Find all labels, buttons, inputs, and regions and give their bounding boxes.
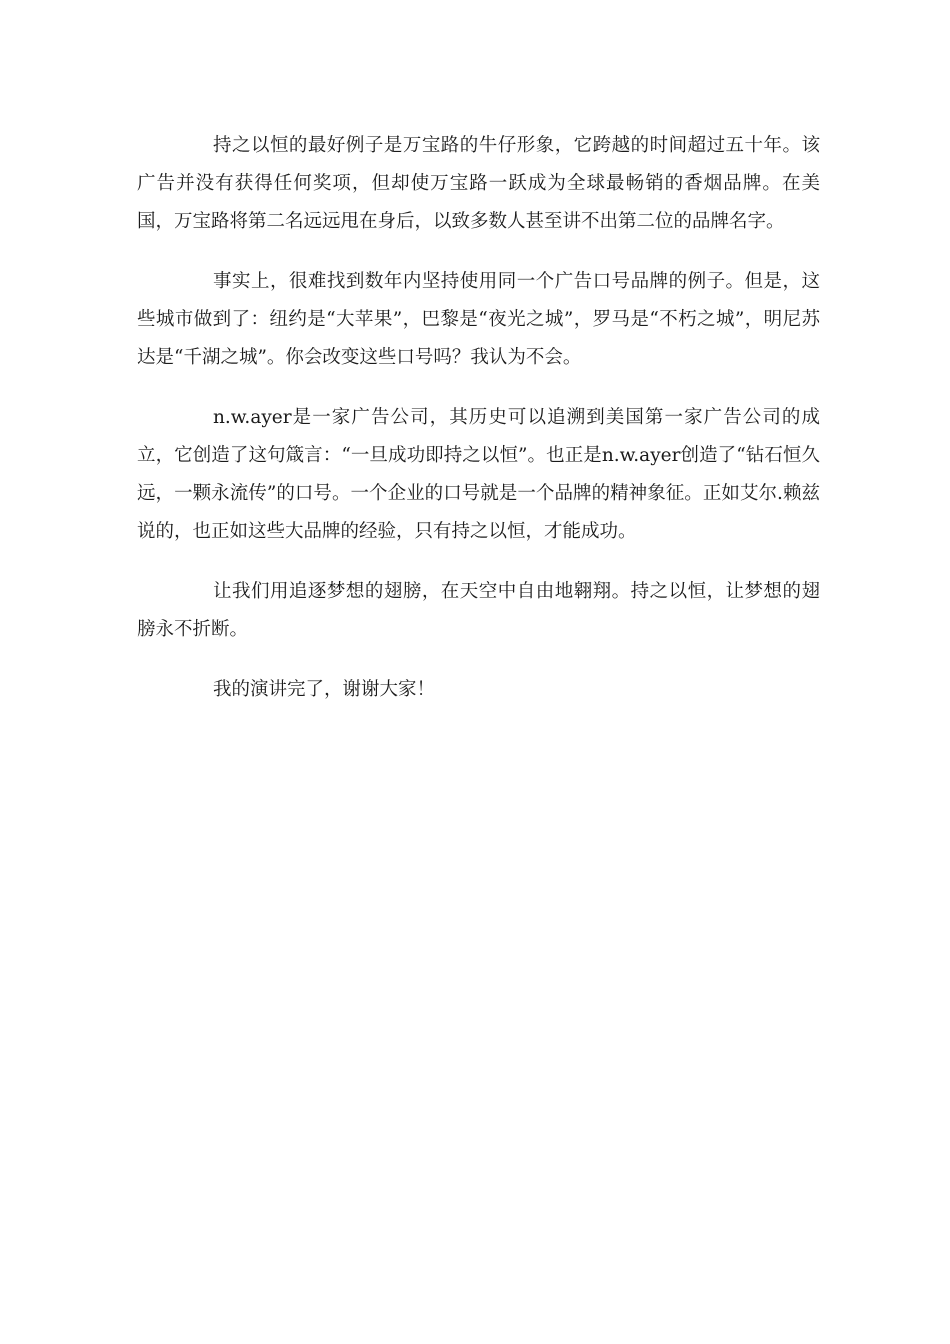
- paragraph-city-slogans: 事实上，很难找到数年内坚持使用同一个广告口号品牌的例子。但是，这些城市做到了：纽约是“大苹果”，巴黎是“夜光之城”，罗马是“不朽之城”，明尼苏达是“千湖之城”。你会改变这些口号吗？我认为不会。: [137, 271, 820, 368]
- paragraph-dream-wings: 让我们用追逐梦想的翅膀，在天空中自由地翱翔。持之以恒，让梦想的翅膀永不折断。: [137, 581, 820, 640]
- document-body: [137, 127, 820, 731]
- paragraph-nw-ayer: n.w.ayer是一家广告公司，其历史可以追溯到美国第一家广告公司的成立，它创造了这句箴言：“一旦成功即持之以恒”。也正是n.w.ayer创造了“钻石恒久远，一颗永流传”的口号。一个企业的口号就是一个品牌的精神象征。正如艾尔.赖兹说的，也正如这些大品牌的经验，只有持之以恒，才能成功。: [137, 407, 820, 542]
- paragraph-marlboro: 持之以恒的最好例子是万宝路的牛仔形象，它跨越的时间超过五十年。该广告并没有获得任何奖项，但却使万宝路一跃成为全球最畅销的香烟品牌。在美国，万宝路将第二名远远甩在身后，以致多数人甚至讲不出第二位的品牌名字。: [137, 135, 820, 232]
- paragraph-closing: 我的演讲完了，谢谢大家！: [213, 679, 436, 700]
